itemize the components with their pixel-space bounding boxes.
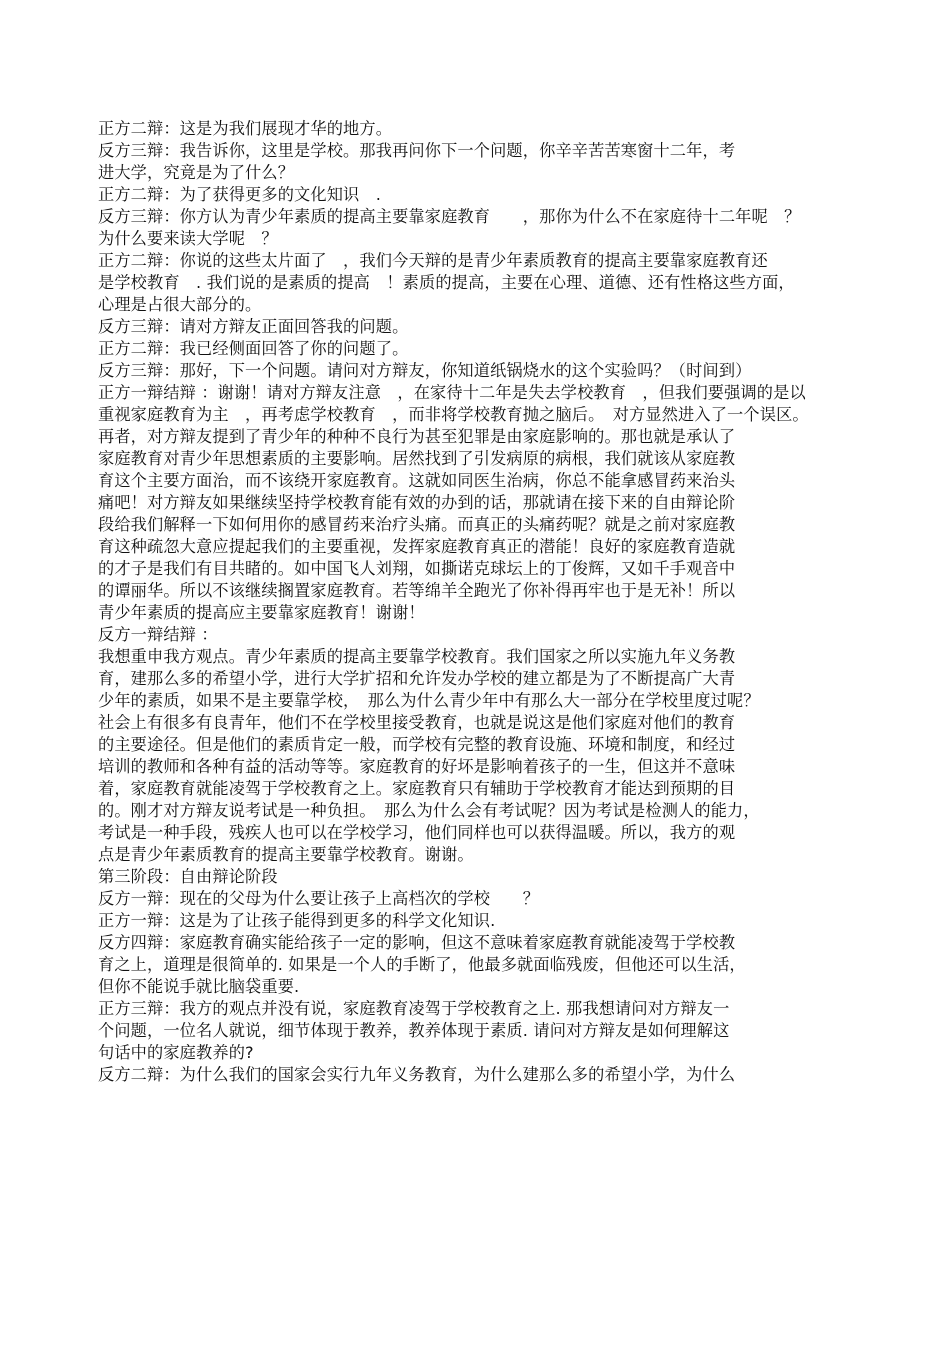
transcript-line: 反方三辩：那好，下一个问题。请问对方辩友，你知道纸锅烧水的这个实验吗？（时间到）	[98, 361, 752, 380]
transcript-line: 育之上，道理是很简单的. 如果是一个人的手断了，他最多就面临残废，但他还可以生活，	[98, 955, 746, 974]
transcript-line: 进大学，究竟是为了什么？	[98, 163, 295, 182]
transcript-line: 着，家庭教育就能凌驾于学校教育之上。家庭教育只有辅助于学校教育才能达到预期的目	[98, 779, 736, 798]
transcript-line: 少年的素质，如果不是主要靠学校， 那么为什么青少年中有那么大一部分在学校里度过呢？	[98, 691, 760, 710]
transcript-line: 正方一辩结辩 ：谢谢！请对方辩友注意 ，在家待十二年是失去学校教育 ，但我们要强调的是以	[98, 383, 806, 402]
transcript-line: 考试是一种手段，残疾人也可以在学校学习，他们同样也可以获得温暖。所以，我方的观	[98, 823, 736, 842]
transcript-line: 重视家庭教育为主 ，再考虑学校教育 ，而非将学校教育抛之脑后。 对方显然进入了一个误区。	[98, 405, 809, 424]
transcript-line: 痛吧！对方辩友如果继续坚持学校教育能有效的办到的话，那就请在接下来的自由辩论阶	[98, 493, 736, 512]
transcript-line: 个问题，一位名人就说，细节体现于教养，教养体现于素质. 请问对方辩友是如何理解这	[98, 1021, 730, 1040]
transcript-line: 育，建那么多的希望小学，进行大学扩招和允许发办学校的建立都是为了不断提高广大青	[98, 669, 736, 688]
transcript-line: 反方三辩：我告诉你，这里是学校。那我再问你下一个问题，你辛辛苦苦寒窗十二年，考	[98, 141, 736, 160]
transcript-line: 我想重申我方观点。青少年素质的提高主要靠学校教育。我们国家之所以实施九年义务教	[98, 647, 736, 666]
transcript-line: 正方一辩：这是为了让孩子能得到更多的科学文化知识.	[98, 911, 496, 930]
transcript-line: 是学校教育 . 我们说的是素质的提高 ！素质的提高，主要在心理、道德、还有性格这些方面，	[98, 273, 795, 292]
transcript-line: 反方三辩：你方认为青少年素质的提高主要靠家庭教育 ，那你为什么不在家庭待十二年呢 ？	[98, 207, 801, 226]
transcript-line: 青少年素质的提高应主要靠家庭教育！谢谢！	[98, 603, 425, 622]
transcript-line: 再者，对方辩友提到了青少年的种种不良行为甚至犯罪是由家庭影响的。那也就是承认了	[98, 427, 736, 446]
transcript-line: 培训的教师和各种有益的活动等等。家庭教育的好坏是影响着孩子的一生，但这并不意味	[98, 757, 736, 776]
transcript-line: 反方一辩：现在的父母为什么要让孩子上高档次的学校 ？	[98, 889, 540, 908]
transcript-line: 的。刚才对方辩友说考试是一种负担。 那么为什么会有考试呢？因为考试是检测人的能力，	[98, 801, 760, 820]
transcript-line: 育这种疏忽大意应提起我们的主要重视，发挥家庭教育真正的潜能！良好的家庭教育造就	[98, 537, 736, 556]
transcript-line: 的才子是我们有目共睹的。如中国飞人刘翔，如撕诺克球坛上的丁俊辉，又如千手观音中	[98, 559, 736, 578]
transcript-line: 正方三辩：我方的观点并没有说，家庭教育凌驾于学校教育之上. 那我想请问对方辩友一	[98, 999, 730, 1018]
transcript-line: 的谭丽华。所以不该继续搁置家庭教育。若等绵羊全跑光了你补得再牢也于是无补！所以	[98, 581, 736, 600]
transcript-line: 社会上有很多有良青年，他们不在学校里接受教育，也就是说这是他们家庭对他们的教育	[98, 713, 736, 732]
transcript-line: 育这个主要方面治，而不该绕开家庭教育。这就如同医生治病，你总不能拿感冒药来治头	[98, 471, 736, 490]
transcript-line: 反方二辩：为什么我们的国家会实行九年义务教育，为什么建那么多的希望小学，为什么	[98, 1065, 736, 1084]
transcript-line: 句话中的家庭教养的?	[98, 1043, 254, 1062]
transcript-line: 家庭教育对青少年思想素质的主要影响。居然找到了引发病原的病根，我们就该从家庭教	[98, 449, 736, 468]
transcript-line: 正方二辩：你说的这些太片面了 ，我们今天辩的是青少年素质教育的提高主要靠家庭教育还	[98, 251, 768, 270]
transcript-line: 点是青少年素质教育的提高主要靠学校教育。谢谢。	[98, 845, 474, 864]
transcript-line: 第三阶段：自由辩论阶段	[98, 867, 278, 886]
transcript-line: 段给我们解释一下如何用你的感冒药来治疗头痛。而真正的头痛药呢？就是之前对家庭教	[98, 515, 736, 534]
transcript-line: 反方三辩：请对方辩友正面回答我的问题。	[98, 317, 409, 336]
transcript-line: 为什么要来读大学呢 ？	[98, 229, 278, 248]
transcript-line: 的主要途径。但是他们的素质肯定一般，而学校有完整的教育设施、环境和制度，和经过	[98, 735, 736, 754]
transcript-line: 反方一辩结辩 ：	[98, 625, 218, 644]
transcript-line: 但你不能说手就比脑袋重要.	[98, 977, 300, 996]
transcript-line: 正方二辩：这是为我们展现才华的地方。	[98, 119, 393, 138]
transcript-line: 正方二辩：为了获得更多的文化知识 .	[98, 185, 382, 204]
transcript-line: 反方四辩：家庭教育确实能给孩子一定的影响，但这不意味着家庭教育就能凌驾于学校教	[98, 933, 736, 952]
transcript-line: 心理是占很大部分的。	[98, 295, 262, 314]
transcript-line: 正方二辩：我已经侧面回答了你的问题了。	[98, 339, 409, 358]
